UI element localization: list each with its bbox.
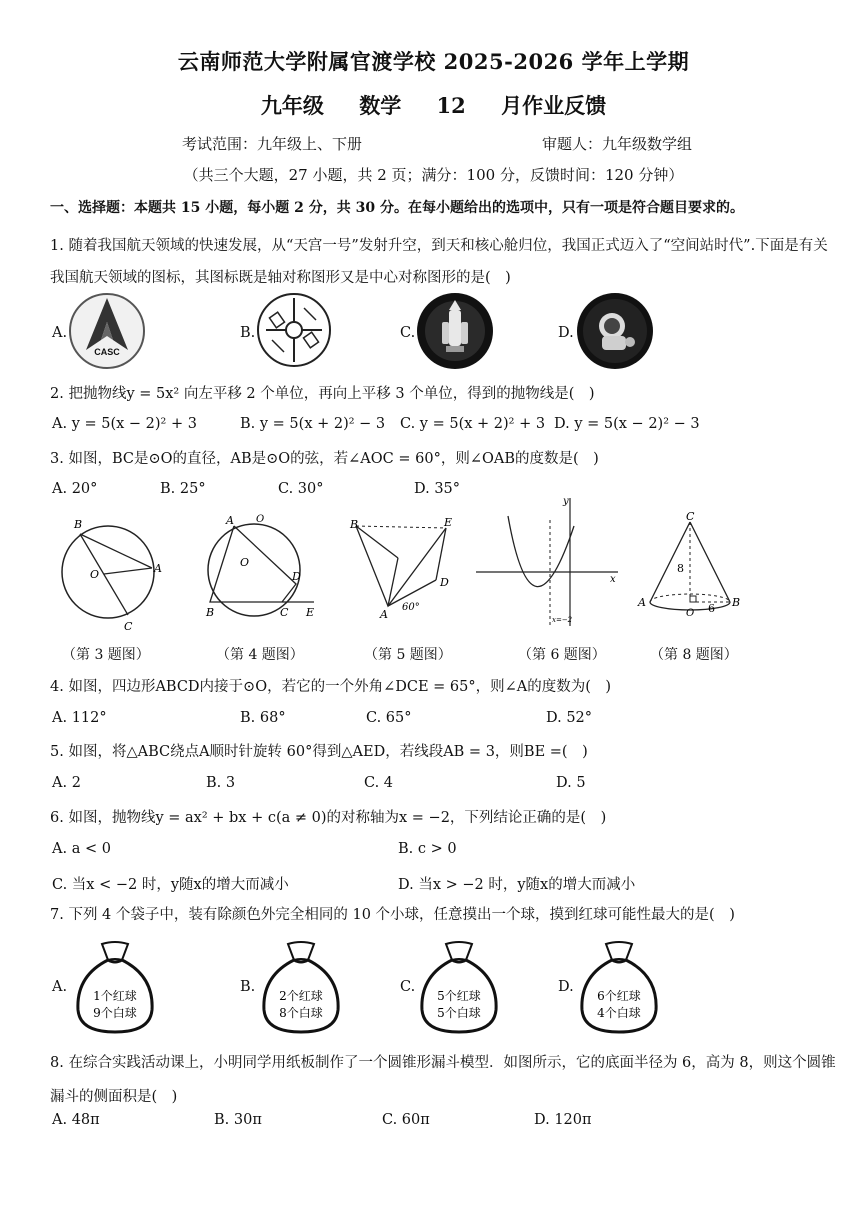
question-6-text: 6. 如图，抛物线y = ax² + bx + c(a ≠ 0)的对称轴为x = −2，下列结论正确的是( ): [50, 810, 607, 826]
bag-d-icon: [576, 940, 662, 1036]
q1-option-d-label: D.: [558, 325, 574, 341]
q2-option-b: B. y = 5(x + 2)² − 3: [240, 416, 386, 432]
question-5-text: 5. 如图，将△ABC绕点A顺时针旋转 60°得到△AED，若线段AB = 3，则BE =( ): [50, 744, 588, 760]
q7-option-a-label: A.: [52, 979, 68, 995]
bag-c-icon: [416, 940, 502, 1036]
q7-option-d-label: D.: [558, 979, 574, 995]
fig5-label-e: E: [444, 516, 453, 529]
fig4-label-d: D: [292, 570, 301, 583]
figure-caption-q5: （第 5 题图）: [364, 647, 452, 663]
fig4-label-b: B: [206, 606, 215, 619]
q6-option-d: D. 当x > −2 时，y随x的增大而减小: [398, 877, 636, 893]
figure-q3-circle: [50, 512, 170, 632]
q6-option-b: B. c > 0: [398, 841, 457, 857]
fig3-label-c: C: [124, 620, 133, 633]
casc-logo-text: CASC: [94, 347, 120, 357]
question-2-text: 2. 把抛物线y = 5x² 向左平移 2 个单位，再向上平移 3 个单位，得到的抛物线是( ): [50, 386, 595, 402]
question-1-text: 1. 随着我国航天领域的快速发展，从“天宫一号”发射升空，到天和核心舱归位，我国正式迈入了“空间站时代”.下面是有关我国航天领域的图标，其图标既是轴对称图形又是中心对称图形的是( ): [50, 238, 828, 286]
q1-option-a-label: A.: [52, 325, 68, 341]
bag-b-white: 8个白球: [279, 1006, 323, 1020]
q5-option-b: B. 3: [206, 775, 236, 791]
bag-c-white: 5个白球: [437, 1006, 481, 1020]
fig3-label-o: O: [90, 568, 100, 581]
exam-subtitle: [0, 90, 867, 120]
exam-scope: 考试范围：九年级上、下册: [182, 135, 363, 153]
casc-logo-icon: [68, 292, 146, 370]
q3-option-d: D. 35°: [414, 481, 461, 497]
question-7-text: 7. 下列 4 个袋子中，装有除颜色外完全相同的 10 个小球，任意摸出一个球，摸到红球可能性最大的是( ): [50, 907, 735, 923]
figure-q5-rotated-triangle: [344, 514, 464, 624]
bag-a-red: 1个红球: [93, 989, 137, 1003]
figure-caption-q6: （第 6 题图）: [518, 647, 606, 663]
q6-option-c: C. 当x < −2 时，y随x的增大而减小: [52, 877, 289, 893]
q5-option-c: C. 4: [364, 775, 394, 791]
q8-option-c: C. 60π: [382, 1112, 430, 1128]
q8-option-a: A. 48π: [52, 1112, 100, 1128]
exam-title: 云南师范大学附属官渡学校 2025-2026 学年上学期: [177, 49, 690, 74]
question-3-text: 3. 如图，BC是⊙O的直径，AB是⊙O的弦，若∠AOC = 60°，则∠OAB的度数是( ): [50, 451, 599, 467]
q1-option-b-label: B.: [240, 325, 256, 341]
q3-option-c: C. 30°: [278, 481, 324, 497]
q1-option-c-label: C.: [400, 325, 416, 341]
section-heading: 一、选择题：本题共 15 小题，每小题 2 分，共 30 分。在每小题给出的选项中，只有一项是符合题目要求的。: [50, 200, 744, 216]
bag-d-red: 6个红球: [597, 989, 641, 1003]
fig5-label-b: B: [350, 518, 359, 531]
fig4-label-e: E: [306, 606, 315, 619]
figure-q8-cone: [636, 512, 746, 622]
q2-option-c: C. y = 5(x + 2)² + 3: [400, 416, 546, 432]
question-8-text: 8. 在综合实践活动课上，小明同学用纸板制作了一个圆锥形漏斗模型．如图所示，它的底面半径为 6，高为 8，则这个圆锥漏斗的侧面积是( ): [50, 1055, 836, 1105]
bag-a-white: 9个白球: [93, 1006, 137, 1020]
bag-d-white: 4个白球: [597, 1006, 641, 1020]
fig4-label-o: O: [240, 556, 250, 569]
q2-option-d: D. y = 5(x − 2)² − 3: [554, 416, 700, 432]
fig6-label-axis-eq: x=−2: [552, 616, 573, 624]
bag-b-icon: [258, 940, 344, 1036]
bag-b-red: 2个红球: [279, 989, 323, 1003]
fig5-label-d: D: [440, 576, 449, 589]
fig8-label-c: C: [686, 510, 695, 523]
fig8-label-height: 8: [677, 562, 684, 575]
rocket-emblem-icon: [416, 292, 494, 370]
fig4-label-a: A: [226, 514, 234, 527]
q4-option-c: C. 65°: [366, 710, 412, 726]
fig3-label-a: A: [154, 562, 162, 575]
exam-name-label: 12 月作业反馈: [436, 93, 607, 118]
fig6-label-x: x: [610, 574, 616, 585]
fig6-label-y: y: [563, 496, 569, 507]
fig8-label-b: B: [732, 596, 741, 609]
exam-info: （共三个大题，27 小题，共 2 页；满分：100 分，反馈时间：120 分钟）: [183, 166, 684, 184]
q4-option-a: A. 112°: [52, 710, 107, 726]
exam-reviewer: 审题人：九年级数学组: [542, 135, 693, 153]
q8-option-b: B. 30π: [214, 1112, 262, 1128]
grade-label: 九年级: [260, 93, 324, 118]
fig5-label-angle: 60°: [402, 602, 420, 613]
q3-option-a: A. 20°: [52, 481, 98, 497]
figure-caption-q4: （第 4 题图）: [216, 647, 304, 663]
fig3-label-b: B: [74, 518, 83, 531]
q4-option-d: D. 52°: [546, 710, 593, 726]
q5-option-d: D. 5: [556, 775, 586, 791]
q5-option-a: A. 2: [52, 775, 81, 791]
bag-a-icon: [72, 940, 158, 1036]
fig8-label-radius: 6: [708, 602, 715, 615]
space-station-symbol-icon: [256, 292, 332, 368]
fig8-label-o: O: [686, 608, 695, 619]
q7-option-b-label: B.: [240, 979, 256, 995]
fig4-label-o2: O: [256, 514, 265, 525]
bag-c-red: 5个红球: [437, 989, 481, 1003]
astronaut-emblem-icon: [576, 292, 654, 370]
fig4-label-c: C: [280, 606, 289, 619]
figure-caption-q3: （第 3 题图）: [62, 647, 150, 663]
figure-q4-inscribed-quadrilateral: [196, 512, 326, 632]
fig8-label-a: A: [638, 596, 646, 609]
subject-label: 数学: [359, 93, 402, 118]
question-4-text: 4. 如图，四边形ABCD内接于⊙O，若它的一个外角∠DCE = 65°，则∠A的度数为( ): [50, 679, 612, 695]
figure-caption-q8: （第 8 题图）: [650, 647, 738, 663]
q2-option-a: A. y = 5(x − 2)² + 3: [52, 416, 197, 432]
q4-option-b: B. 68°: [240, 710, 286, 726]
q3-option-b: B. 25°: [160, 481, 206, 497]
q8-option-d: D. 120π: [534, 1112, 592, 1128]
q6-option-a: A. a < 0: [52, 841, 111, 857]
fig5-label-a: A: [380, 608, 388, 621]
q7-option-c-label: C.: [400, 979, 416, 995]
figure-q6-parabola: [474, 496, 624, 636]
